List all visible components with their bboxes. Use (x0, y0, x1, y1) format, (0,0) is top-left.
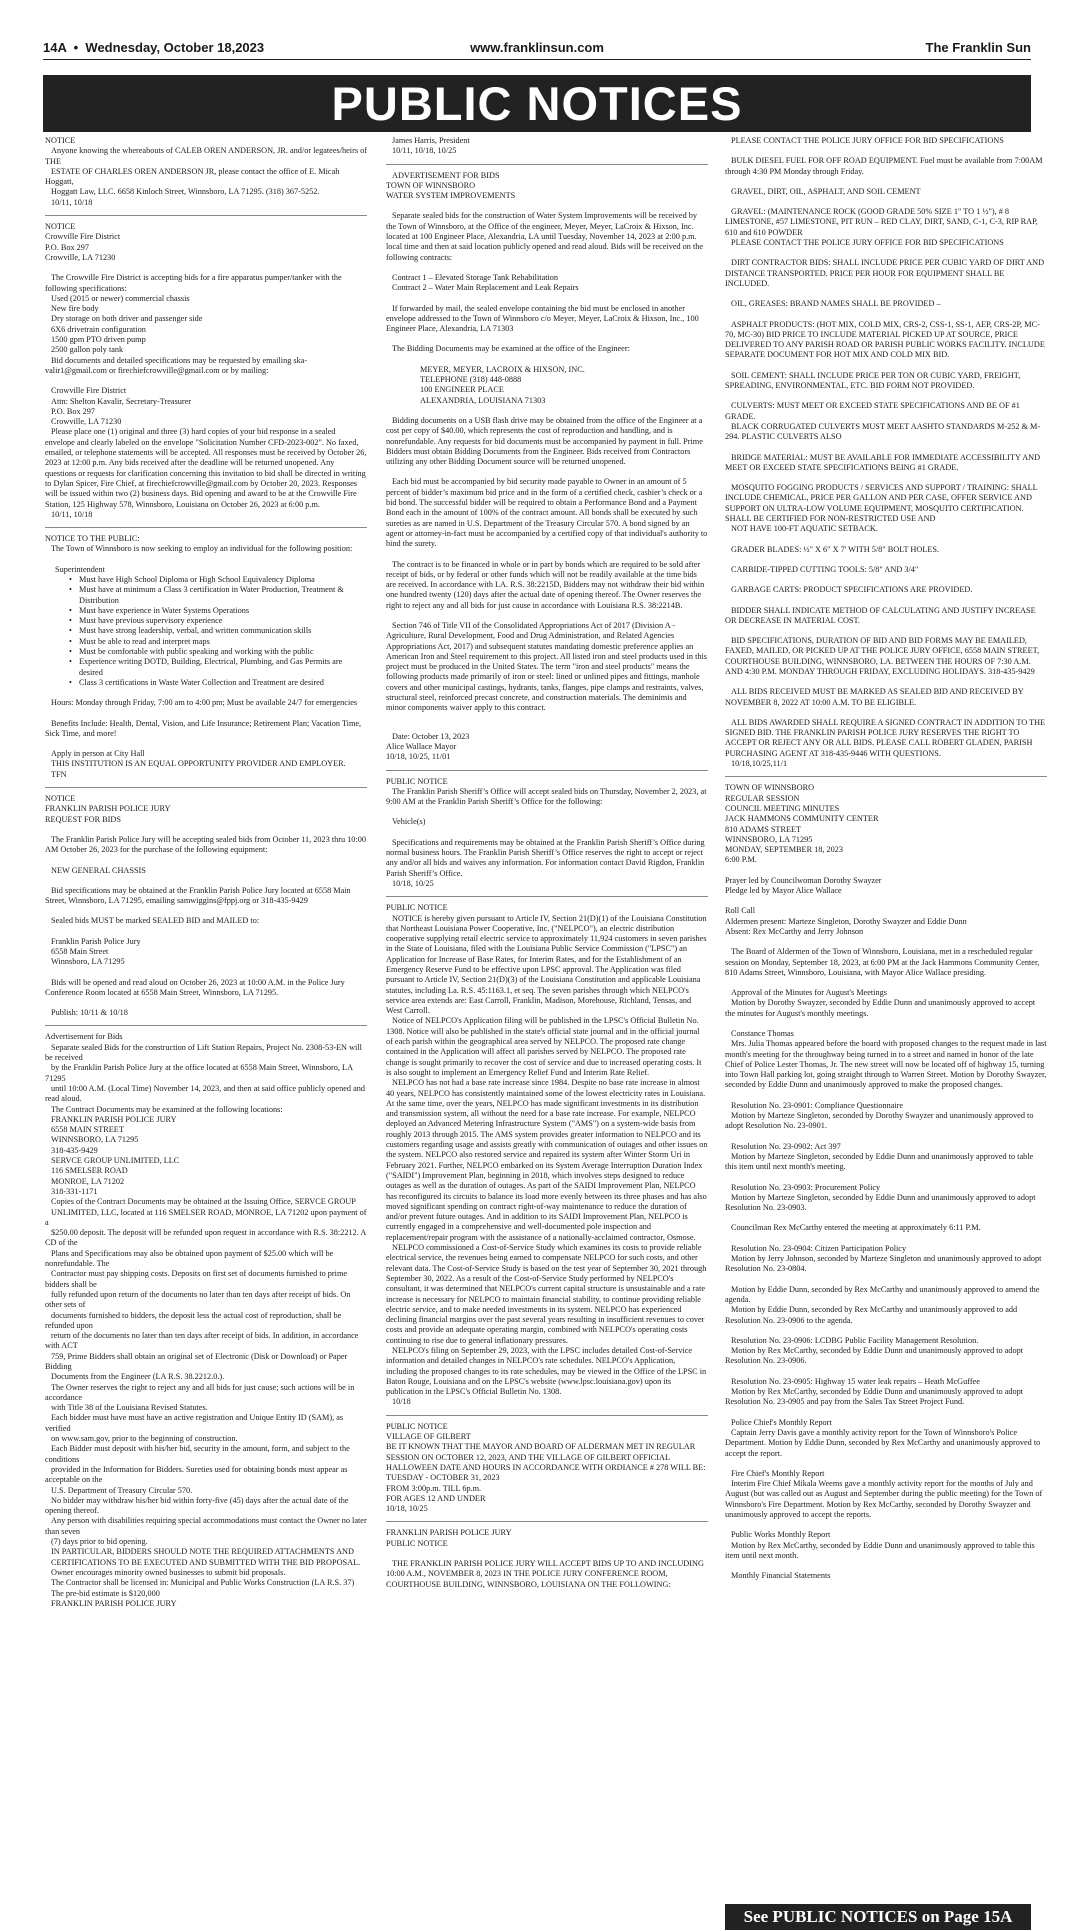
notice-text: FRANKLIN PARISH POLICE JURY (45, 804, 171, 814)
notice-heading: NOTICE TO THE PUBLIC: (45, 534, 140, 544)
notice-text: NEW GENERAL CHASSIS (51, 865, 146, 875)
notice-lift-station-bids (45, 1032, 367, 1609)
notice-village-gilbert (386, 1422, 708, 1515)
minutes-item-title: Resolution No. 23-0904: Citizen Participation Policy (731, 1243, 907, 1253)
requirement-item: • Must have experience in Water Systems Operations (45, 606, 367, 616)
minutes-item-title: Resolution No. 23-0901: Compliance Questionnaire (731, 1100, 904, 1110)
engineer-address: MEYER, MEYER, LACROIX & HIXSON, INC. (420, 364, 585, 374)
notice-text: The Contract Documents may be examined at the following locations: (51, 1104, 283, 1114)
spec-item: 1500 gpm PTO driven pump (51, 335, 146, 345)
notice-text: Apply in person at City Hall (51, 749, 145, 759)
notice-text: Bid specifications may be obtained at the Franklin Parish Police Jury located at 6558 Main Street, Winnsboro, LA 71295, emailing samwiggins@fppj.org or 318-435-9429 (45, 885, 351, 906)
bid-item: GRAVEL, DIRT, OIL, ASPHALT, AND SOIL CEMENT (731, 186, 921, 196)
notice-text: Vehicle(s) (392, 817, 426, 827)
notice-heading: NOTICE (45, 794, 76, 804)
notice-text: on www.sam.gov, prior to the beginning of construction. (51, 1434, 238, 1444)
notice-text: Bid documents and detailed specifications may be requested by emailing ska-valir1@gmail.com or firechiefcrowville@gmail.com or by mailing: (45, 355, 308, 375)
notice-text: ALL BIDS RECEIVED MUST BE MARKED AS SEALED BID AND RECEIVED BY NOVEMBER 8, 2022 AT 10:00 A.M. TO BE ELIGIBLE. (725, 687, 1024, 707)
notice-text: The Crowville Fire District is accepting bids for a fire apparatus pumper/tanker with the following specifications: (45, 273, 342, 293)
notice-text: IN PARTICULAR, BIDDERS SHOULD NOTE THE REQUIRED ATTACHMENTS AND (51, 1547, 354, 1557)
minutes-item-title: Fire Chief's Monthly Report (731, 1468, 825, 1478)
notice-text: The Franklin Parish Police Jury will be accepting sealed bids from October 11, 2023 thru 10:00 AM October 26, 2023 for the purchase of the following equipment: (45, 834, 366, 855)
publish-dates: 10/11, 10/18, 10/25 (392, 146, 457, 156)
page-header (43, 40, 1031, 58)
notice-text: James Harris, President (392, 136, 470, 145)
notice-text: JACK HAMMONS COMMUNITY CENTER (725, 814, 879, 824)
notice-text: Benefits Include: Health, Dental, Vision, and Life Insurance; Retirement Plan; Vacation Time, Sick Time, and more! (45, 718, 362, 738)
header-website[interactable]: www.franklinsun.com (470, 40, 604, 55)
spec-item: Dry storage on both driver and passenger side (51, 314, 203, 324)
bid-item: GRADER BLADES: ½" X 6" X 7' WITH 5/8" BOLT HOLES. (731, 544, 940, 554)
notice-text: 318-435-9429 (51, 1145, 98, 1155)
notice-text: Notice of NELPCO's Application filing will be published in the LPSC's Official Bulletin No. 1308. Notice will also be published in the state's official state journal and in the official journal of each parish within the geographical area served by NELPCO. The proposed rate change contained in the Application will affect all parishes served by NELPCO. The proposed rate change is sought primarily to recover the cost of service and due to increased operating costs. It is also sought to implement an Emergency Relief Fund and Interim Rate Relief. (386, 1016, 702, 1077)
notice-heading: NOTICE (45, 136, 76, 145)
notice-text: Hoggatt Law, LLC. 6658 Kinloch Street, Winnsboro, LA 71295. (318) 367-5252. (51, 187, 320, 197)
notice-text: provided in the Information for Bidders. Sureties used for obtaining bonds must appear as acceptable on the (45, 1464, 348, 1485)
notice-anderson-estate (45, 136, 367, 208)
notice-text: ALL BIDS AWARDED SHALL REQUIRE A SIGNED CONTRACT IN ADDITION TO THE SIGNED BID. THE FRANKLIN PARISH POLICE JURY RESERVES THE RIGHT TO ACCEPT OR REJECT ANY OR ALL BIDS. PLEASE CALL ROBERT GLADEN, PARISH PURCHASING AGENT AT 318-435-9446 WITH QUESTIONS. (725, 717, 1046, 758)
notice-text: THE FRANKLIN PARISH POLICE JURY WILL ACCEPT BIDS UP TO AND INCLUDING 10:00 A.M., NOVEMBER 8, 2023 IN THE POLICE JURY CONFERENCE ROOM, COURTHOUSE BUILDING, WINNSBORO, LOUISIANA ON THE FOLLOWING: (386, 1559, 704, 1589)
notice-text: If forwarded by mail, the sealed envelope containing the bid must be enclosed in another envelope addressed to the Town of Winnsboro c/o Meyer, Meyer, LaCroix & Hixson, Inc., 100 Engineer Place, Alexandria, LA 71303 (386, 303, 699, 334)
notice-text: The Owner reserves the right to reject any and all bids for just cause; such actions will be in accordance (45, 1382, 355, 1402)
notice-text: Documents from the Engineer (LA R.S. 38.2212.0.). (51, 1372, 225, 1382)
notice-text: SERVCE GROUP UNLIMITED, LLC (51, 1156, 180, 1166)
notice-separator (45, 527, 367, 528)
notice-text: Section 746 of Title VII of the Consolidated Appropriations Act of 2017 (Division A - Agriculture, Rural Development, Food and Drug Administration, and Related Agencies Appropriations Act, 2017) and subsequent statutes mandating domestic preference applies an American Iron and Steel requirement to this project. All listed iron and steel products used in this project must be produced in the United States. The term "iron and steel products" means the following products made primarily of iron or steel: lined or unlined pipes and fittings, manhole covers and other municipal castings, hydrants, tanks, flanges, pipe clamps and restraints, valves, structural steel, reinforced precast concrete, and construction materials. The deminimis and minor components waiver apply to this contract. (386, 620, 707, 713)
notice-separator (386, 770, 708, 771)
notice-text: Interim Fire Chief Mikala Weems gave a monthly activity report for the months of July and August (but was called out as August and September during the public meeting) for the Town of Winnsboro's Fire Department. Motion by Rex McCarthy, seconded by Dorothy Swayzer and unanimously approved to accept the reports. (725, 1479, 1043, 1519)
notice-text: Crowville, LA 71230 (51, 417, 122, 427)
notice-nelpco-rates (386, 903, 708, 1408)
notice-text: TOWN OF WINNSBORO (386, 180, 476, 190)
notice-text: REGULAR SESSION (725, 793, 800, 803)
notice-text: Crowville, LA 71230 (45, 252, 116, 262)
notice-text: 6:00 P.M. (725, 855, 757, 865)
bid-item: NOT HAVE 100-FT AQUATIC SETBACK. (731, 524, 878, 534)
header-divider (43, 59, 1031, 60)
notice-text: NELPCO commissioned a Cost-of-Service Study which examines its costs to provide reliable electrical service, the revenues being earned to compensate NELPCO for such costs, and other relevant data. The Cost-of-Service Study is based on the test year of September 30, 2021 through September 30, 2022. As a result of the Cost-of-Service Study performed by NELPCO's consultant, it was determined that NELPCO's current capital structure is unsustainable and a rate increase is necessary for NELPCO to maintain financial stability, to continue providing reliable electric service, and to make needed investments in its system. NELPCO has experienced declining financial margins over the past several years resulting in insufficient revenues to cover costs and provide an adequate operating margin, combined with NELPCO's operating costs continuing to rise due to general inflationary pressures. (386, 1243, 707, 1345)
notice-separator (45, 215, 367, 216)
notice-text: return of the documents no later than ten days after receipt of bids. In addition, in accordance with ACT (45, 1331, 359, 1351)
notice-text: Pledge led by Mayor Alice Wallace (725, 886, 842, 896)
notice-text: The pre-bid estimate is $120,000 (51, 1588, 160, 1598)
notice-heading: Advertisement for Bids (45, 1032, 123, 1042)
notice-text: Crowville Fire District (45, 232, 121, 242)
notice-text: Mrs. Julia Thomas appeared before the board with proposed changes to the request made in last month's meeting for the throughway being turned in to a street and named in honor of the late Chief of Police Lester Thomas, Jr. The new street will now be located off of highway 15, turning into Town Hall parking lot, going straight through to Warren Street. Motion by Dorothy Swayzer, seconded by Eddie Dunn and unanimously approved to make the proposed changes. (725, 1039, 1047, 1090)
requirement-item: • Class 3 certifications in Waste Water Collection and Treatment are desired (45, 678, 367, 688)
column-3 (725, 136, 1047, 1581)
notice-text: Plans and Specifications may also be obtained upon payment of $25.00 which will be nonrefundable. The (45, 1248, 334, 1269)
notice-crowville-fire (45, 222, 367, 520)
notice-text: The Franklin Parish Sheriff’s Office will accept sealed bids on Thursday, November 2, 2023, at 9:00 AM at the Franklin Parish Sheriff’s Office for the following: (386, 786, 707, 807)
engineer-address: 100 ENGINEER PLACE (420, 385, 504, 395)
bid-item: SOIL CEMENT: SHALL INCLUDE PRICE PER TON OR CUBIC YARD, FREIGHT, SPREADING, ENVIRONMENTAL, ETC. BID FORM NOT PROVIDED. (725, 370, 1021, 391)
notice-text: (7) days prior to bid opening. (51, 1537, 148, 1547)
notice-winnsboro-minutes (725, 783, 1047, 1581)
continued-on-page-banner[interactable]: See PUBLIC NOTICES on Page 15A (725, 1904, 1031, 1930)
notice-text: ESTATE OF CHARLES OREN ANDERSON JR, please contact the office of E. Micah Hoggatt, (45, 166, 340, 187)
notice-text: Aldermen present: Marteze Singleton, Dorothy Swayzer and Eddie Dunn (725, 916, 967, 926)
notice-text: NELPCO's filing on September 29, 2023, with the LPSC includes detailed Cost-of-Service information and detailed changes in NELPCO's rate schedules. NELPCO's Application, including the proposed changes to its rate schedules, may be viewed in the Office of the LPSC in Baton Rouge, Louisiana and on the LPSC's website (www.lpsc.louisiana.gov) upon its publication in the LPSC's Official Bulletin No. 1308. (386, 1345, 707, 1397)
notice-separator (725, 776, 1047, 777)
bid-item: BRIDGE MATERIAL: MUST BE AVAILABLE FOR IMMEDIATE ACCESSIBILITY AND MEET OR EXCEED STATE SPECIFICATIONS BEING #1 GRADE. (725, 452, 1041, 472)
notice-heading: NOTICE (45, 222, 76, 232)
notice-continued-signoff (386, 136, 708, 157)
notice-text: Contractor must pay shipping costs. Deposits on first set of documents furnished to prime bidders shall be (45, 1269, 348, 1289)
requirement-item: • Must have High School Diploma or High School Equivalency Diploma (45, 575, 367, 585)
notice-text: P.O. Box 297 (51, 406, 96, 416)
notice-separator (45, 787, 367, 788)
notice-police-jury-materials (386, 1528, 708, 1589)
notice-text: NOTICE is hereby given pursuant to Article IV, Section 21(D)(1) of the Louisiana Constitution that Northeast Louisiana Power Cooperative, Inc. ("NELPCO"), an electric distribution cooperative supplying retail electric service to approximately 11,924 customers in seven parishes in the State of Louisiana, filed with the Louisiana Public Service Commission ("LPSC") an Application for Increase of Base Rates, for Interim Rates, and for the Establishment of an Emergency Reserve Fund to be effective upon LPSC approval. The Application was filed pursuant to Article IV, Section 21(D)(3) of the Louisiana Constitution and applicable Louisiana statutes, including La. R.S. 45:1163.1, et seq. The seven parishes through which NELPCO's service area extends are: East Carroll, Franklin, Madison, Morehouse, Richland, Tensas, and West Carroll. (386, 913, 707, 1016)
notice-text: Any person with disabilities requiring special accommodations must contact the Owner no later than seven (45, 1516, 367, 1536)
publish-dates: 10/18, 10/25 (392, 878, 434, 888)
minutes-item-title: Public Works Monthly Report (731, 1530, 831, 1540)
notice-text: by the Franklin Parish Police Jury at the office located at 6558 Main Street, Winnsboro, LA 71295 (45, 1063, 353, 1083)
spec-item: New fire body (51, 304, 99, 314)
header-page-date: 14A • Wednesday, October 18,2023 (43, 40, 265, 55)
notice-text: Motion by Marteze Singleton, seconded by Dorothy Swayzer and unanimously approved to adopt Resolution No. 23-0901. (725, 1111, 1034, 1131)
notice-separator (386, 164, 708, 165)
notice-text: Motion by Rex McCarthy, seconded by Eddie Dunn and unanimously approved to table this item until next month. (725, 1540, 1035, 1560)
column-2 (386, 136, 708, 1590)
notice-text: 759, Prime Bidders shall obtain an original set of Electronic (Disk or Download) or Paper Bidding (45, 1351, 348, 1371)
notice-text: PUBLIC NOTICE (386, 1538, 448, 1548)
spec-item: Used (2015 or newer) commercial chassis (51, 293, 190, 303)
notice-text: Sealed bids MUST be marked SEALED BID and MAILED to: (51, 916, 260, 926)
notice-text: The Bidding Documents may be examined at the office of the Engineer: (392, 344, 630, 354)
notice-text: BID SPECIFICATIONS, DURATION OF BID AND BID FORMS MAY BE EMAILED, FAXED, MAILED, OR PICKED UP AT THE POLICE JURY OFFICE, 6558 MAIN STREET, COURTHOUSE BUILDING, WINNSBORO, LA. BETWEEN THE HOURS OF 7:30 A.M. AND 4:30 P.M. MONDAY THROUGH FRIDAY, EXCLUDING HOLIDAYS. 318-435-9429 (725, 636, 1040, 676)
notice-text: WINNSBORO, LA 71295 (51, 1135, 139, 1145)
notice-text: Captain Jerry Davis gave a monthly activity report for the Town of Winnsboro's Police Department. Motion by Eddie Dunn, seconded by Rex McCarthy and unanimously approved to accept the report. (725, 1427, 1041, 1458)
bid-item: GARBAGE CARTS: PRODUCT SPECIFICATIONS ARE PROVIDED. (731, 585, 973, 595)
notice-text: Motion by Jerry Johnson, seconded by Marteze Singleton and unanimously approved to adopt Resolution No. 23-0804. (725, 1254, 1042, 1274)
bid-item: DIRT CONTRACTOR BIDS: SHALL INCLUDE PRICE PER CUBIC YARD OF DIRT AND DISTANCE TRANSPORTED. PRICE PER HOUR FOR EQUIPMENT SHALL BE INCLUDED. (725, 258, 1045, 288)
notice-text: Bids will be opened and read aloud on October 26, 2023 at 10:00 A.M. in the Police Jury Conference Room located at 6558 Main Street, Winnsboro, LA 71295. (45, 977, 345, 997)
notice-text: Crowville Fire District (51, 386, 127, 396)
notice-text: 6558 Main Street (51, 947, 109, 956)
section-banner: PUBLIC NOTICES (43, 75, 1031, 132)
column-1 (45, 136, 367, 1609)
publish-dates: TFN (51, 769, 67, 779)
notice-heading: TOWN OF WINNSBORO (725, 783, 815, 793)
notice-text: UNLIMITED, LLC, located at 116 SMELSER ROAD, MONROE, LA 71202 upon payment of a (45, 1207, 367, 1227)
notice-text: until 10:00 A.M. (Local Time) November 14, 2023, and then at said office publicly opened and read aloud. (45, 1083, 365, 1104)
notice-text: CERTIFICATIONS TO BE EXECUTED AND SUBMITTED WITH THE BID PROPOSAL. (51, 1557, 361, 1567)
minutes-item-title: Police Chief's Monthly Report (731, 1417, 832, 1427)
notice-text: Absent: Rex McCarthy and Jerry Johnson (725, 926, 864, 936)
requirement-item: • Experience writing DOTD, Building, Electrical, Plumbing, and Gas Permits are desired (45, 657, 367, 678)
notice-text: 6558 MAIN STREET (51, 1125, 124, 1135)
notice-winnsboro-superintendent (45, 534, 367, 780)
requirement-item: • Must have strong leadership, verbal, and written communication skills (45, 626, 367, 636)
notice-text: Please place one (1) original and three (3) hard copies of your bid response in a sealed envelope and clearly labeled on the envelope "Solicitation Number CFD-2023-002". No faxed, emailed, or telephone statements will be accepted. All responses must be received by October 26, 2023 at 12:00 p.m. Any bids received after the deadline will be returned unopened. Any questions or requests for clarification concerning this invitation to bid shall be directed in writing to Dylan Spicer, Fire Chief, at firechiefcrowville@gmail.com by October 20, 2023. Responses will be issued within two (2) business days. Bid opening and award to be at the Crowville Fire Station, 125 Highway 578, Winnsboro, Louisiana on October 26, 2023 at 6:00 p.m. (45, 427, 367, 509)
contract-item: Contract 2 – Water Main Replacement and Leak Repairs (392, 283, 579, 293)
notice-text: 318-331-1171 (51, 1186, 98, 1196)
notice-text: WINNSBORO, LA 71295 (725, 834, 813, 844)
notice-text: The Town of Winnsboro is now seeking to employ an individual for the following position: (51, 544, 353, 554)
notice-police-jury-chassis (45, 794, 367, 1018)
publish-dates: 10/18, 10/25, 11/01 (386, 752, 451, 762)
notice-text: Prayer led by Councilwoman Dorothy Swayzer (725, 875, 882, 885)
requirement-item: • Must have previous supervisory experience (45, 616, 367, 626)
notice-text: with Title 38 of the Louisiana Revised Statutes. (51, 1403, 208, 1413)
minutes-item-title: Monthly Financial Statements (731, 1571, 831, 1581)
notice-text: Winnsboro, LA 71295 (51, 957, 125, 967)
bid-item: CARBIDE-TIPPED CUTTING TOOLS: 5/8" AND 3/4" (731, 564, 919, 574)
notice-text: Franklin Parish Police Jury (51, 936, 141, 946)
engineer-address: TELEPHONE (318) 448-0888 (420, 375, 522, 385)
minutes-item-title: Approval of the Minutes for August's Meetings (731, 988, 887, 998)
publish-dates: 10/11, 10/18 (51, 197, 93, 207)
bid-item: GRAVEL: (MAINTENANCE ROCK (GOOD GRADE 50% SIZE 1" TO 1 ½"), # 8 LIMESTONE, #57 LIMESTONE, PIT RUN – RED CLAY, DIRT, SAND, C-1, C-3, RIP RAP, 610 and 610 POWDER (725, 207, 1038, 237)
notice-sheriff-bids (386, 777, 708, 890)
notice-text: Separate sealed bids for the construction of Water System Improvements will be received by the Town of Winnsboro, at the Office of the engineer, Meyer, Meyer, LaCroix & Hixson, Inc. located at 100 Engineer Place, Alexandria, LA until Tuesday, November 14, 2023 at 2:00 p.m. local time and then at said location publicly opened and read aloud. Bids will be received on the following contracts: (386, 211, 704, 262)
notice-heading: PUBLIC NOTICE (386, 776, 448, 786)
notice-text: FRANKLIN PARISH POLICE JURY (51, 1598, 177, 1608)
spec-item: 6X6 drivetrain configuration (51, 324, 146, 334)
notice-text: Motion by Dorothy Swayzer, seconded by Eddie Dunn and unanimously approved to accept the minutes for August's monthly meetings. (725, 998, 1036, 1018)
notice-text: Motion by Eddie Dunn, seconded by Rex McCarthy and unanimously approved to amend the agenda. (725, 1284, 1040, 1304)
notice-text: VILLAGE OF GILBERT (386, 1432, 471, 1442)
notice-text: Separate sealed Bids for the construction of Lift Station Repairs, Project No. 2308-53-EN will be received (45, 1042, 362, 1063)
publish-dates: 10/18 (392, 1397, 411, 1407)
requirement-item: • Must have at minimum a Class 3 certification in Water Production, Treatment & Distribution (45, 585, 367, 606)
notice-text: fully refunded upon return of the documents no later than ten days after receipt of bids. On other sets of (45, 1289, 351, 1310)
requirement-item: • Must be able to read and interpret maps (45, 637, 367, 647)
notice-text: WATER SYSTEM IMPROVEMENTS (386, 191, 516, 201)
notice-text: PLEASE CONTACT THE POLICE JURY OFFICE FOR BID SPECIFICATIONS (731, 136, 1004, 145)
minutes-item-title: Constance Thomas (731, 1029, 794, 1038)
notice-text: Attn: Shelton Kavalir, Secretary-Treasurer (51, 396, 192, 406)
notice-text: Motion by Rex McCarthy, seconded by Eddie Dunn and unanimously approved to adopt Resolution No. 23-0906. (725, 1346, 1024, 1366)
notice-text: REQUEST FOR BIDS (45, 814, 121, 824)
bid-item: ASPHALT PRODUCTS: (HOT MIX, COLD MIX, CRS-2, CSS-1, SS-1, AEP, CRS-2P, MC-70, MC-30) BID PRICE TO INCLUDE MATERIAL PICKED UP AT SOURCE, PRICE DELIVERED TO ANY PARISH ROAD OR PARISH PUBLIC WORKS FACILITY. INCLUDE SEPARATE DOCUMENT FOR HOT MIX AND COLD MIX BID. (725, 319, 1045, 360)
notice-police-jury-materials-cont (725, 136, 1047, 769)
notice-text: COUNCIL MEETING MINUTES (725, 803, 840, 813)
notice-text: BIDDER SHALL INDICATE METHOD OF CALCULATING AND JUSTIFY INCREASE OR DECREASE IN MATERIAL COST. (725, 605, 1036, 625)
notice-heading: PUBLIC NOTICE (386, 903, 448, 913)
notice-water-system-bids (386, 171, 708, 763)
notice-text: PLEASE CONTACT THE POLICE JURY OFFICE FOR BID SPECIFICATIONS (731, 238, 1004, 248)
notice-text: FROM 3:00p.m. TILL 6p.m. (386, 1483, 482, 1493)
notice-text: MONDAY, SEPTEMBER 18, 2023 (725, 845, 844, 855)
notice-text: Specifications and requirements may be obtained at the Franklin Parish Sheriff’s Office during normal business hours. The Franklin Parish Sheriff’s Office reserves the right to accept or reject any and/or all bids and waives any information. For information contact David Rigdon, Franklin Parish Sheriff’s Office. (386, 837, 705, 878)
notice-text: NELPCO has not had a base rate increase since 1984. Despite no base rate increase in almost 40 years, NELPCO has consistently maintained some of the lowest electricity rates in Louisiana. At the same time, over the years, NELPCO has made significant investments in its distribution and transmission system, all without the need for a base rate increase. For example, NELPCO deployed an Advanced Metering Infrastructure System ("AMS") on a system-wide basis from roughly 2013 through 2015. The AMS system provides greater information to NELPCO and its customers regarding usage and assists greatly with communication of outages and other issues on the system. NELPCO also restored service and repaired its system after Winter Storm Uri in February 2021. Further, NELPCO embarked on its System Average Interruption Duration Index ("SAIDI") Improvement Plan, beginning in 2018, which involves steps designed to reduce outages as well as the duration of outages. As part of the SAIDI Improvement Plan, NELPCO has reconfigured its circuits to balance its load more evenly between its three phases and has also moved significant spending on contract right-of-way maintenance to reduce the duration of and/or prevent future outages. And in addition to its SAIDI Improvement Plan, NELPCO is currently engaged in a comprehensive and well-documented pole inspection and replacement/repair program with the assistance of a nationally-acclaimed contractor, Osmose. (386, 1078, 708, 1242)
notice-separator (386, 1521, 708, 1522)
notice-text: THIS INSTITUTION IS AN EQUAL OPPORTUNITY PROVIDER AND EMPLOYER. (51, 759, 346, 769)
notice-text: FOR AGES 12 AND UNDER (386, 1493, 486, 1503)
requirement-item: • Must be comfortable with public speaking and working with the public (45, 647, 367, 657)
notice-separator (386, 1415, 708, 1416)
minutes-item-title: Resolution No. 23-0906: LCDBG Public Facility Management Resolution. (731, 1335, 979, 1345)
bid-item: BLACK CORRUGATED CULVERTS MUST MEET AASHTO STANDARDS M-252 & M-294. PLASTIC CULVERTS ALSO (725, 421, 1041, 442)
notice-text: Anyone knowing the whereabouts of CALEB OREN ANDERSON, JR. and/or legatees/heirs of THE (45, 146, 367, 166)
minutes-item-title: Roll Call (725, 906, 756, 916)
contract-item: Contract 1 – Elevated Storage Tank Rehabilitation (392, 272, 559, 282)
notice-text: The contract is to be financed in whole or in part by bonds which are required to be sold after receipt of bids, or by federal or other funds which will not be readily available at the time bids are received. In accordance with LA. R.S. 38:2215D, Bidders may not withdraw their bid within one hundred twenty (120) days after the actual date of opening thereof. The Owner reserves the right to reject any and all bids for just cause in accordance with Louisiana R.S. 38:2214B. (386, 559, 705, 610)
notice-text: Bidding documents on a USB flash drive may be obtained from the office of the Engineer at a cost per copy of $40.00, which represents the cost of reproduction and handling, and is nonrefundable. Any requests for bid documents must be accompanied by payment in full. Prime Bidders must obtain Bidding Documents from the Engineer. Bids received from Contractors utilizing any other Bidding Document source will be returned unopened. (386, 415, 703, 467)
notice-text: documents furnished to bidders, the deposit less the actual cost of reproduction, shall be refunded upon (45, 1310, 342, 1330)
bid-item: MOSQUITO FOGGING PRODUCTS / SERVICES AND SUPPORT / TRAINING: SHALL INCLUDE CHEMICAL, PRICE PER GALLON AND PER CASE, OFFER SERVICE AND SUPPORT ON ULTRA-LOW VOLUME EQUIPMENT, MOSQUITO CERTIFICATION. SHALL BE CERTIFIED FOR NON-RESTRICTED USE AND (725, 483, 1038, 524)
notice-text: U.S. Department of Treasury Circular 570. (51, 1485, 193, 1495)
notice-text: 810 ADAMS STREET (725, 824, 802, 834)
notice-text: Motion by Marteze Singleton, seconded by Eddie Dunn and unanimously approved to table this item until next month's meeting. (725, 1151, 1034, 1172)
notice-heading: ADVERTISEMENT FOR BIDS (392, 170, 500, 180)
notice-text: $250.00 deposit. The deposit will be refunded upon request in accordance with R.S. 38:2212. A CD of the (45, 1228, 366, 1248)
notice-text: MONROE, LA 71202 (51, 1176, 125, 1186)
notice-text: FRANKLIN PARISH POLICE JURY (51, 1114, 177, 1124)
bid-item: CULVERTS: MUST MEET OR EXCEED STATE SPECIFICATIONS AND BE OF #1 GRADE. (725, 401, 1020, 421)
publish-dates: 10/18, 10/25 (386, 1504, 428, 1514)
minutes-item-title: Resolution No. 23-0905: Highway 15 water leak repairs – Heath McGuffee (731, 1376, 980, 1386)
notice-text: Motion by Eddie Dunn, seconded by Rex McCarthy and unanimously approved to add Resolution No. 23-0906 to the agenda. (725, 1305, 1018, 1325)
notice-text: Each Bidder must deposit with his/her bid, security in the amount, form, and subject to the conditions (45, 1444, 350, 1464)
notice-separator (386, 896, 708, 897)
notice-heading: PUBLIC NOTICE (386, 1421, 448, 1431)
notice-text: Councilman Rex McCarthy entered the meeting at approximately 6:11 P.M. (731, 1223, 981, 1233)
notice-text: No bidder may withdraw his/her bid within forty-five (45) days after the actual date of the opening thereof. (45, 1495, 349, 1516)
bid-item: BULK DIESEL FUEL FOR OFF ROAD EQUIPMENT. Fuel must be available from 7:00AM through 4:30 PM Monday through Friday. (725, 156, 1043, 176)
notice-heading: FRANKLIN PARISH POLICE JURY (386, 1528, 512, 1538)
publish-dates: 10/11, 10/18 (51, 509, 93, 519)
notice-text: The Board of Aldermen of the Town of Winnsboro, Louisiana, met in a rescheduled regular session on Monday, September 18, 2023, at 6:00 PM at the Jack Hammons Community Center, 810 Adams Street, Winnsboro, Louisiana, with Mayor Alice Wallace presiding. (725, 947, 1040, 977)
notice-text: The Contractor shall be licensed in: Municipal and Public Works Construction (LA R.S. 37) (51, 1578, 355, 1588)
notice-text: P.O. Box 297 (45, 242, 90, 252)
notice-text: Motion by Rex McCarthy, seconded by Eddie Dunn and unanimously approved to adopt Resolution No. 23-0905 and pay from the Sales Tax Street Project Fund. (725, 1387, 1024, 1407)
publish-dates: 10/18,10/25,11/1 (731, 759, 788, 769)
signoff: Alice Wallace Mayor (386, 741, 457, 751)
position-title: Superintendent (55, 564, 105, 574)
bid-item: OIL, GREASES: BRAND NAMES SHALL BE PROVIDED – (731, 299, 941, 309)
notice-text: Motion by Marteze Singleton, seconded by Eddie Dunn and unanimously approved to adopt Resolution No. 23-0903. (725, 1192, 1036, 1213)
spec-item: 2500 gallon poly tank (51, 345, 124, 355)
notice-text: Date: October 13, 2023 (392, 731, 470, 741)
publish-dates: Publish: 10/11 & 10/18 (51, 1008, 128, 1018)
notice-separator (45, 1025, 367, 1026)
header-paper-name: The Franklin Sun (925, 40, 1031, 55)
notice-text: 116 SMELSER ROAD (51, 1166, 128, 1176)
notice-text: Hours: Monday through Friday, 7:00 am to 4:00 pm; Must be available 24/7 for emergencies (51, 698, 358, 708)
notice-text: Each bid must be accompanied by bid security made payable to Owner in an amount of 5 percent of bidder’s maximum bid price and in the form of a certified check, cashier’s check or a bid bond. The successful bidder will be required to obtain a Performance Bond and a Payment Bond each in the amount of 100% of the contract amount. All bonds shall be executed by such sureties as are named in U.S. Department of the Treasury Circular 570. A bond signed by an agent or attorney-in-fact must be accompanied by a certified copy of that individual's authority to bind the surety. (386, 477, 708, 549)
minutes-item-title: Resolution No. 23-0903: Procurement Policy (731, 1182, 881, 1192)
engineer-address: ALEXANDRIA, LOUISIANA 71303 (420, 395, 546, 405)
notice-text: BE IT KNOWN THAT THE MAYOR AND BOARD OF ALDERMAN MET IN REGULAR SESSION ON OCTOBER 12, 2023, AND THE VILLAGE OF GILBERT OFFICIAL HALLOWEEN DATE AND HOURS IN ACCORDANCE WITH ORDIANCE # 278 WILL BE: (386, 1442, 706, 1472)
notice-text: Owner encourages minority owned businesses to submit bid proposals. (51, 1567, 286, 1577)
notice-text: Each bidder must have must have an active registration and Unique Entity ID (SAM), as verified (45, 1413, 344, 1433)
notice-text: Copies of the Contract Documents may be obtained at the Issuing Office, SERVCE GROUP (51, 1197, 356, 1207)
minutes-item-title: Resolution No. 23-0902: Act 397 (731, 1141, 841, 1151)
notice-text: TUESDAY - OCTOBER 31, 2023 (386, 1473, 500, 1483)
